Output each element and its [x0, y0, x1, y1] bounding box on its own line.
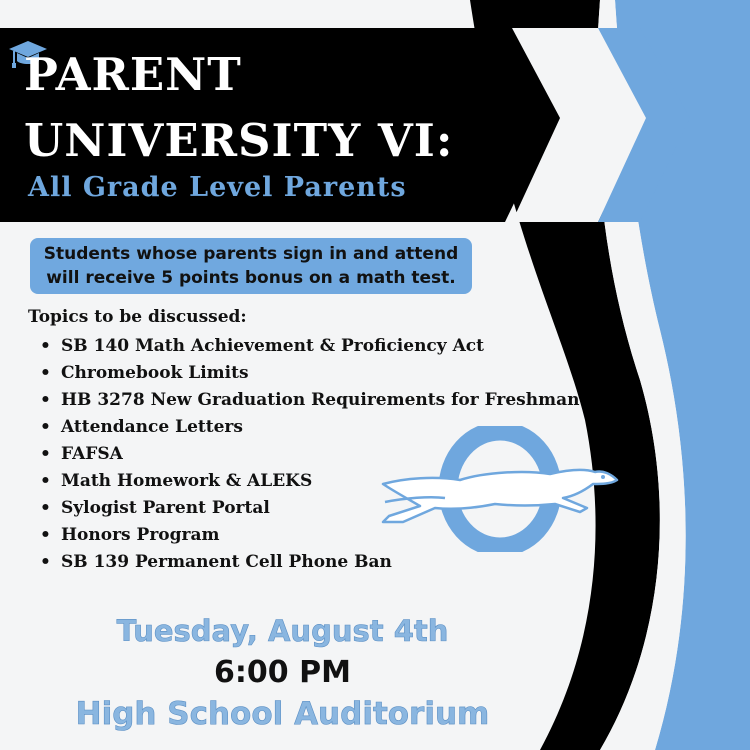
topics-heading: Topics to be discussed: [28, 307, 247, 327]
topic-item: • Sylogist Parent Portal [40, 495, 579, 522]
topic-item: • SB 140 Math Achievement & Proficiency Act [40, 333, 579, 360]
greyhound-logo-icon [375, 426, 625, 552]
event-time: 6:00 PM [214, 655, 351, 690]
topic-item: • Honors Program [40, 522, 579, 549]
bonus-notice-line-1: Students whose parents sign in and attend [43, 244, 459, 264]
topic-item: • FAFSA [40, 441, 579, 468]
title-line-2: UNIVERSITY VI: [24, 114, 454, 167]
event-date: Tuesday, August 4th [116, 614, 449, 648]
title-line-1: PARENT [24, 48, 242, 101]
topic-item: • HB 3278 New Graduation Requirements for Freshman [40, 387, 579, 414]
topic-item: • SB 139 Permanent Cell Phone Ban [40, 549, 579, 576]
topic-item: • Chromebook Limits [40, 360, 579, 387]
event-location: High School Auditorium [75, 696, 490, 732]
topic-item: • Attendance Letters [40, 414, 579, 441]
topic-item: • Math Homework & ALEKS [40, 468, 579, 495]
subtitle: All Grade Level Parents [28, 172, 407, 203]
bonus-notice-line-2: will receive 5 points bonus on a math test. [46, 268, 456, 288]
bonus-notice [30, 238, 472, 294]
